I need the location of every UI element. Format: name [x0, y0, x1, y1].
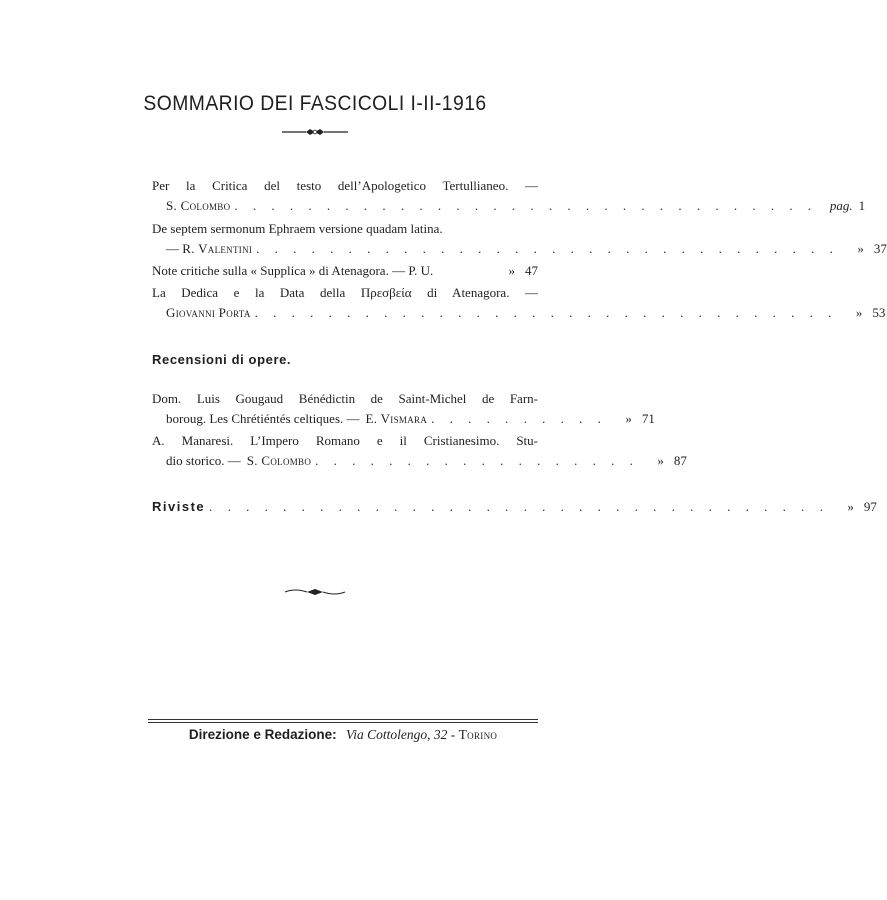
section-heading: Recensioni di opere. — [152, 352, 292, 367]
review-entry: Dom. Luis Gougaud Bénédictin de Saint-Michel de Farn- boroug. Les Chrétiéntés celtiques. — E. Vismara . . . . . . . . . . » 71 — [152, 389, 538, 429]
entry-title: De septem sermonum Ephraem versione quadam latina. — [152, 221, 443, 236]
dot-leader: . . . . . . . . . . . . . . . . . . . . . . . . . . . . . . . . . . — [209, 499, 829, 514]
toc-entry: La Dedica e la Data della Πρεσβεία di Atenagora. — Giovanni Porta . . . . . . . . . . . . . . . . . . . . . . . . . . . . . . . . » 53 — [152, 283, 538, 323]
flourish-ornament-icon — [280, 126, 350, 138]
dot-leader: . . . . . . . . . . — [431, 411, 607, 426]
review-title-cont: dio storico. — — [166, 453, 241, 468]
review-author: E. Vismara — [365, 411, 428, 426]
toc-entry — [152, 176, 866, 216]
riviste-page-number: 97 — [863, 499, 877, 514]
dot-leader: . . . . . . . . . . . . . . . . . . . . . . . . . . . . . . . . — [254, 305, 838, 320]
dot-leader: . . . . . . . . . . . . . . . . . . . . . . . . . . . . . . . . — [256, 241, 839, 256]
review-author: S. Colombo — [246, 453, 312, 468]
review-title: Dom. Luis Gougaud Bénédictin de Saint-Michel de Farn- — [152, 391, 538, 406]
dot-leader: . . . . . . . . . . . . . . . . . . . . . . . . . . . . . . . . — [234, 198, 818, 213]
end-ornament — [0, 585, 630, 603]
toc-entry: Note critiche sulla « Supplica » di Atenagora. — P. U. » 47 — [152, 261, 538, 281]
footer-rule-bottom — [148, 722, 538, 723]
entry-page-number: 53 — [872, 305, 886, 320]
entry-author: Giovanni Porta — [166, 305, 251, 320]
entry-author: — R. Valentini — [166, 241, 253, 256]
page-title: SOMMARIO DEI FASCICOLI I-II-1916 — [143, 92, 487, 115]
entry-title: Note critiche sulla « Supplica » di Atenagora. — P. U. — [152, 263, 434, 278]
entry-page-number: 37 — [873, 241, 887, 256]
flourish-ornament-icon — [283, 586, 347, 598]
footer-rule-top — [148, 719, 538, 720]
riviste-entry: Riviste . . . . . . . . . . . . . . . . . . . . . . . . . . . . . . . . . . » 97 — [152, 497, 538, 517]
review-page-number: 71 — [641, 411, 655, 426]
page-abbr: pag. — [829, 198, 853, 213]
dot-leader: . . . . . . . . . . . . . . . . . . — [315, 453, 639, 468]
review-title-cont: boroug. Les Chrétiéntés celtiques. — — [166, 411, 360, 426]
title-ornament — [0, 125, 630, 143]
entry-title: Per la Critica del testo dell’Apologetico Tertullianeo. — — [152, 178, 538, 193]
footer-city: Torino — [458, 727, 498, 742]
review-entry: A. Manaresi. L’Impero Romano e il Cristianesimo. Stu- dio storico. — S. Colombo . . . . . . . . . . . . . . . . . . » 87 — [152, 431, 538, 471]
toc-entry: De septem sermonum Ephraem versione quadam latina. — R. Valentini . . . . . . . . . . . . . . . . . . . . . . . . . . . . . . . . » 37 — [152, 219, 538, 259]
footer-imprint — [148, 727, 538, 743]
review-title: A. Manaresi. L’Impero Romano e il Cristianesimo. Stu- — [152, 433, 538, 448]
footer-separator: - — [450, 727, 456, 742]
footer-address: Via Cottolengo, 32 — [346, 727, 448, 742]
review-page-number: 87 — [673, 453, 687, 468]
entry-page-number: 1 — [858, 198, 866, 213]
riviste-label: Riviste — [152, 499, 206, 514]
footer-label: Direzione e Redazione: — [188, 727, 337, 742]
entry-page-number: 47 — [525, 263, 538, 278]
entry-title: La Dedica e la Data della Πρεσβεία di Atenagora. — — [152, 285, 538, 300]
entry-author: S. Colombo — [166, 198, 231, 213]
